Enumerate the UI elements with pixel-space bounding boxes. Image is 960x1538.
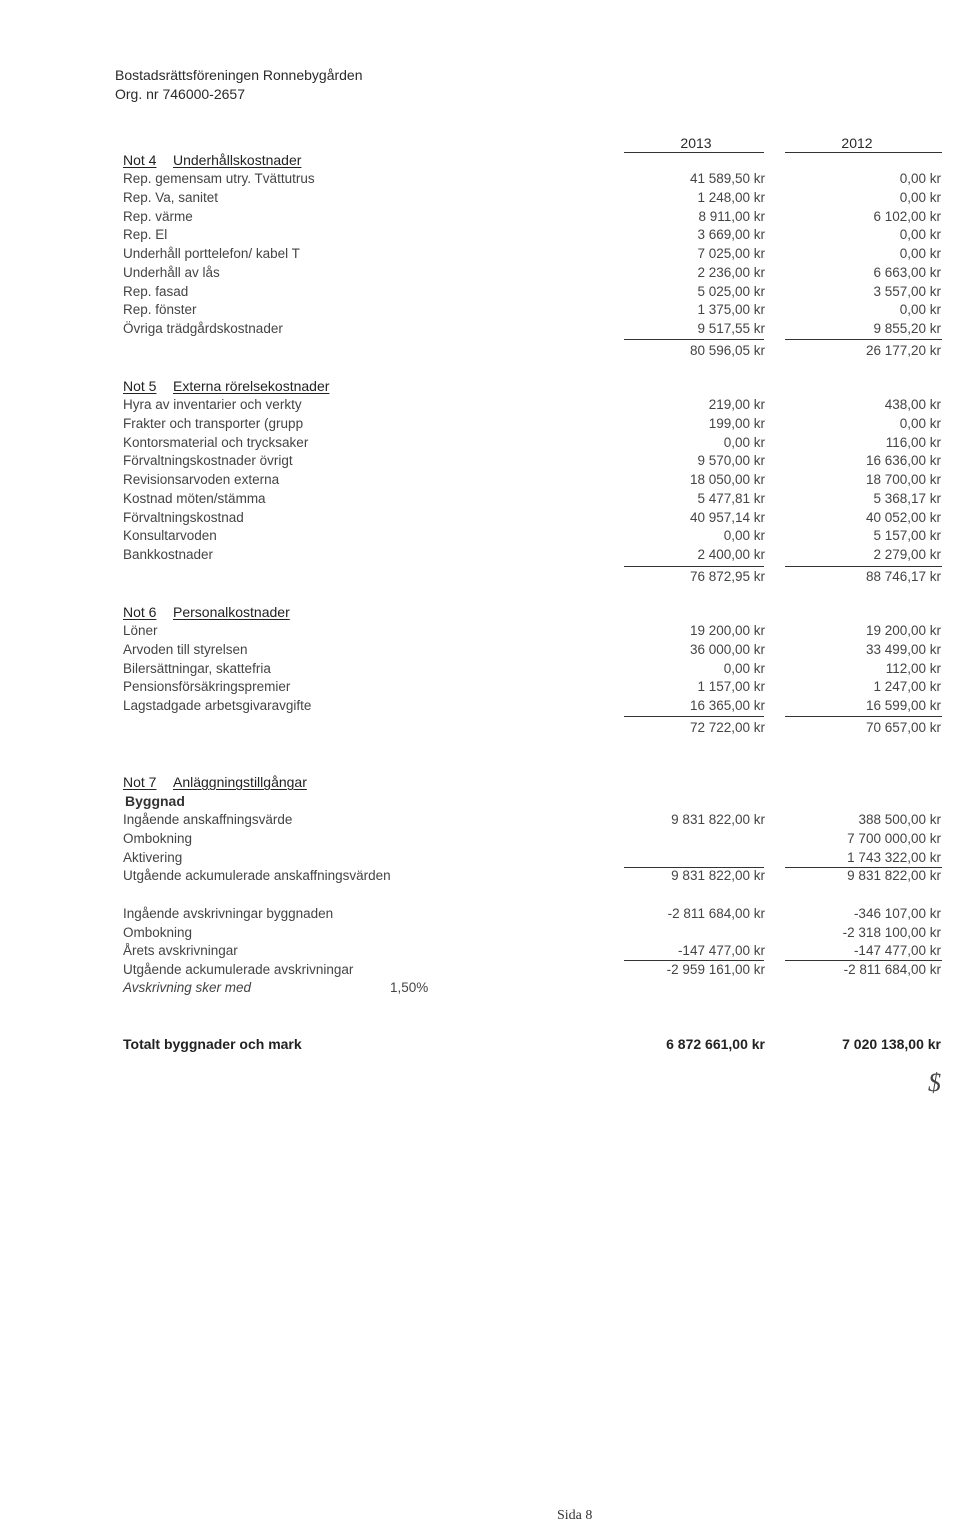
table-row — [0, 642, 960, 661]
row-value-2013: -2 959 161,00 kr — [666, 961, 765, 977]
row-value-2013: 40 957,14 kr — [689, 509, 765, 525]
table-row — [0, 510, 960, 529]
row-value-2012: 40 052,00 kr — [865, 509, 941, 525]
row-value-2013: 199,00 kr — [708, 415, 765, 431]
row-label: Rep. fönster — [123, 302, 197, 318]
note6-title: Personalkostnader — [173, 604, 290, 620]
note5-total-row — [0, 569, 960, 588]
row-label: Utgående ackumulerade anskaffningsvärden — [123, 868, 391, 884]
row-value-2012: 0,00 kr — [899, 189, 941, 205]
note4-sum-rule-2013 — [624, 339, 764, 340]
note5-total-2013: 76 872,95 kr — [689, 569, 765, 584]
row-label: Bankkostnader — [123, 547, 214, 562]
note7-number: Not 7 — [123, 774, 157, 790]
row-value-2013: 36 000,00 kr — [689, 641, 765, 657]
note6-total-row — [0, 720, 960, 739]
table-row — [0, 831, 960, 850]
row-value-2013: 8 911,00 kr — [698, 208, 765, 224]
note5-heading — [123, 378, 329, 394]
row-value-2013: 5 477,81 kr — [697, 490, 765, 506]
table-row — [0, 171, 960, 190]
row-value-2012: 112,00 kr — [885, 660, 941, 676]
row-value-2012: -2 318 100,00 kr — [842, 924, 941, 940]
row-value-2013: 9 831 822,00 kr — [671, 812, 765, 827]
row-value-2013: 2 236,00 kr — [697, 264, 765, 280]
note4-number: Not 4 — [123, 152, 157, 168]
total-2012: 7 020 138,00 kr — [842, 1036, 941, 1052]
note4-title: Underhållskostnader — [173, 152, 302, 168]
row-label: Konsultarvoden — [123, 528, 217, 544]
table-row — [0, 472, 960, 491]
row-value-2012: 16 599,00 kr — [865, 698, 941, 713]
row-value-2012: -147 477,00 kr — [853, 943, 941, 958]
row-label: Kontorsmaterial och trycksaker — [123, 434, 309, 450]
row-value-2012: 1 743 322,00 kr — [847, 849, 941, 865]
org-name: Bostadsrättsföreningen Ronnebygården — [115, 67, 363, 83]
table-row — [0, 284, 960, 303]
row-value-2012: 0,00 kr — [899, 246, 941, 261]
row-value-2012: 5 157,00 kr — [873, 528, 941, 544]
table-row — [0, 190, 960, 209]
row-value-2012: 9 855,20 kr — [873, 321, 941, 336]
table-row — [0, 246, 960, 265]
table-row — [0, 453, 960, 472]
row-value-2012: 19 200,00 kr — [865, 623, 941, 638]
row-label: Löner — [123, 623, 158, 638]
row-label: Utgående ackumulerade avskrivningar — [123, 961, 354, 977]
row-label: Förvaltningskostnad — [123, 509, 244, 525]
row-value-2013: 5 025,00 kr — [697, 283, 765, 299]
table-row — [0, 661, 960, 680]
row-value-2013: 0,00 kr — [723, 660, 765, 676]
note6-total-2012: 70 657,00 kr — [865, 720, 941, 735]
depreciation-rate-label: Avskrivning sker med — [123, 980, 252, 995]
note7-dep-rule-2013 — [624, 960, 764, 961]
row-value-2013: 9 570,00 kr — [697, 453, 765, 469]
note4-total-2013: 80 596,05 kr — [689, 343, 765, 358]
row-value-2012: 388 500,00 kr — [858, 812, 941, 827]
row-label: Hyra av inventarier och verkty — [123, 397, 302, 412]
year-current-rule — [624, 152, 764, 153]
row-label: Rep. El — [123, 227, 168, 243]
handwritten-initial: $ — [928, 1068, 941, 1097]
row-value-2012: 0,00 kr — [899, 227, 941, 243]
row-label: Underhåll av lås — [123, 264, 220, 280]
row-value-2012: 3 557,00 kr — [873, 283, 941, 299]
total-2013: 6 872 661,00 kr — [666, 1036, 765, 1052]
row-value-2013: -147 477,00 kr — [677, 943, 765, 958]
note7-title: Anläggningstillgångar — [173, 774, 307, 790]
table-row — [0, 528, 960, 547]
row-label: Årets avskrivningar — [123, 943, 238, 958]
row-label: Bilersättningar, skattefria — [123, 660, 271, 676]
row-label: Kostnad möten/stämma — [123, 490, 266, 506]
row-value-2013: 3 669,00 kr — [697, 227, 765, 243]
row-label: Rep. fasad — [123, 283, 189, 299]
table-row — [0, 698, 960, 717]
row-value-2012: 0,00 kr — [899, 171, 941, 186]
note4-total-row — [0, 343, 960, 362]
row-label: Ingående avskrivningar byggnaden — [123, 906, 334, 921]
table-row — [0, 906, 960, 925]
row-value-2012: 18 700,00 kr — [865, 472, 941, 487]
row-value-2013: 0,00 kr — [723, 528, 765, 544]
depreciation-rate-value: 1,50% — [390, 980, 429, 995]
table-row — [0, 679, 960, 698]
table-row — [0, 321, 960, 340]
row-value-2013: 1 157,00 kr — [697, 679, 765, 695]
row-value-2012: -346 107,00 kr — [853, 906, 941, 921]
depreciation-rate-row — [0, 980, 960, 999]
table-row — [0, 397, 960, 416]
table-row — [0, 227, 960, 246]
row-label: Rep. Va, sanitet — [123, 189, 219, 205]
row-value-2012: 2 279,00 kr — [873, 547, 941, 562]
row-value-2012: 1 247,00 kr — [873, 679, 941, 695]
row-value-2012: 33 499,00 kr — [865, 641, 941, 657]
row-value-2012: 0,00 kr — [899, 415, 941, 431]
note5-sum-rule-2012 — [785, 566, 942, 567]
row-value-2012: 0,00 kr — [899, 302, 941, 318]
table-row — [0, 925, 960, 944]
table-row — [0, 547, 960, 566]
row-value-2013: -2 811 684,00 kr — [667, 906, 765, 921]
table-row — [0, 491, 960, 510]
table-row — [0, 623, 960, 642]
table-row — [0, 209, 960, 228]
row-value-2012: 6 663,00 kr — [873, 264, 941, 280]
row-value-2012: 116,00 kr — [885, 434, 941, 450]
row-value-2013: 19 200,00 kr — [689, 623, 765, 638]
note7-dep-rule-2012 — [785, 960, 942, 961]
row-value-2012: 9 831 822,00 kr — [847, 868, 941, 884]
note5-number: Not 5 — [123, 378, 157, 394]
table-row — [0, 962, 960, 981]
table-row — [0, 265, 960, 284]
row-value-2013: 16 365,00 kr — [689, 698, 765, 713]
row-value-2012: 7 700 000,00 kr — [847, 830, 941, 846]
note6-number: Not 6 — [123, 604, 157, 620]
row-value-2012: -2 811 684,00 kr — [843, 961, 941, 977]
row-label: Ombokning — [123, 830, 193, 846]
note7-subtitle: Byggnad — [125, 793, 185, 809]
year-previous: 2012 — [841, 135, 873, 151]
table-row — [0, 850, 960, 869]
row-value-2013: 2 400,00 kr — [697, 547, 765, 562]
note5-title: Externa rörelsekostnader — [173, 378, 330, 394]
row-label: Pensionsförsäkringspremier — [123, 679, 291, 695]
row-value-2013: 41 589,50 kr — [689, 171, 765, 186]
org-number: Org. nr 746000-2657 — [115, 86, 245, 102]
row-label: Revisionsarvoden externa — [123, 472, 280, 487]
row-value-2013: 1 248,00 kr — [697, 189, 765, 205]
row-label: Förvaltningskostnader övrigt — [123, 453, 293, 469]
note6-sum-rule-2012 — [785, 716, 942, 717]
row-label: Arvoden till styrelsen — [123, 641, 248, 657]
row-value-2012: 6 102,00 kr — [873, 208, 941, 224]
total-row — [0, 1036, 960, 1055]
row-value-2013: 9 517,55 kr — [697, 321, 765, 336]
row-label: Ingående anskaffningsvärde — [123, 812, 293, 827]
note5-total-2012: 88 746,17 kr — [865, 569, 941, 584]
row-value-2012: 438,00 kr — [884, 397, 941, 412]
total-label: Totalt byggnader och mark — [123, 1036, 302, 1052]
row-label: Övriga trädgårdskostnader — [123, 321, 283, 336]
table-row — [0, 812, 960, 831]
note7-acq-rule-2012 — [785, 867, 942, 868]
row-value-2013: 7 025,00 kr — [697, 246, 765, 261]
year-previous-rule — [785, 152, 942, 153]
note6-total-2013: 72 722,00 kr — [689, 720, 765, 735]
row-value-2013: 219,00 kr — [708, 397, 765, 412]
table-row — [0, 416, 960, 435]
note7-acq-rule-2013 — [624, 867, 764, 868]
note5-sum-rule-2013 — [624, 566, 764, 567]
row-value-2013: 0,00 kr — [723, 434, 765, 450]
year-current: 2013 — [680, 135, 712, 151]
row-label: Lagstadgade arbetsgivaravgifte — [123, 698, 312, 713]
row-value-2013: 9 831 822,00 kr — [671, 868, 765, 884]
row-label: Aktivering — [123, 849, 183, 865]
table-row — [0, 302, 960, 321]
note4-total-2012: 26 177,20 kr — [865, 343, 941, 358]
table-row — [0, 868, 960, 887]
row-value-2013: 18 050,00 kr — [689, 472, 765, 487]
row-label: Underhåll porttelefon/ kabel T — [123, 246, 300, 261]
row-label: Frakter och transporter (grupp — [123, 415, 304, 431]
note4-sum-rule-2012 — [785, 339, 942, 340]
note6-heading — [123, 604, 290, 620]
row-label: Rep. gemensam utry. Tvättutrus — [123, 171, 315, 186]
table-row — [0, 435, 960, 454]
note6-sum-rule-2013 — [624, 716, 764, 717]
row-label: Ombokning — [123, 924, 193, 940]
row-value-2013: 1 375,00 kr — [697, 302, 765, 318]
note7-heading — [123, 774, 307, 790]
row-value-2012: 16 636,00 kr — [865, 453, 941, 469]
row-value-2012: 5 368,17 kr — [873, 490, 941, 506]
page-number: Sida 8 — [557, 1508, 593, 1523]
row-label: Rep. värme — [123, 208, 193, 224]
note4-heading — [123, 152, 301, 168]
